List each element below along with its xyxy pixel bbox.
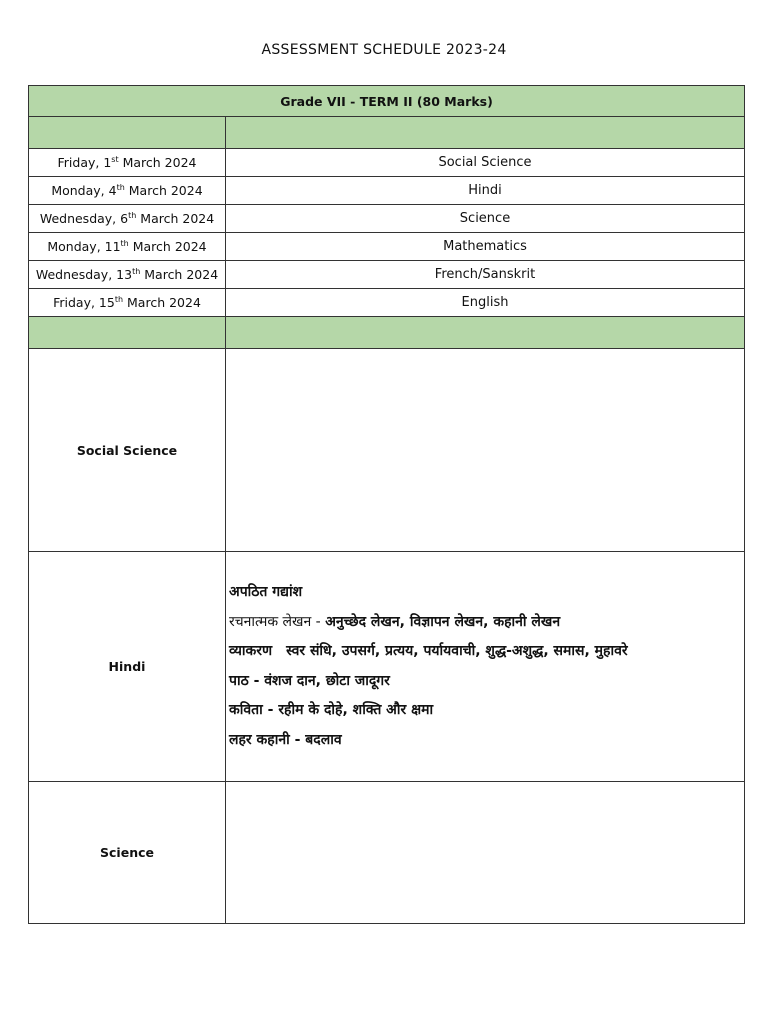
exam-date-day: Friday, 1 [57, 155, 112, 170]
exam-subject: French/Sanskrit [226, 261, 745, 289]
syllabus-line-lessons: पाठ - वंशज दान, छोटा जादूगर [229, 672, 390, 689]
exam-date [29, 177, 226, 205]
exam-date [29, 205, 226, 233]
grade-term-heading: Grade VII - TERM II (80 Marks) [29, 86, 745, 117]
exam-date-ordinal: th [114, 294, 124, 304]
document-title: ASSESSMENT SCHEDULE 2023-24 [261, 42, 507, 58]
band-cell [29, 117, 226, 149]
exam-date-day: Wednesday, 13 [35, 267, 133, 282]
exam-subject: Hindi [226, 177, 745, 205]
table-band-row [29, 317, 745, 349]
line-text: अनुच्छेद लेखन, विज्ञापन लेखन, कहानी लेखन [325, 613, 561, 630]
syllabus-subject: Science [29, 782, 226, 924]
exam-date-ordinal: th [116, 182, 125, 192]
exam-date-day: Monday, 11 [47, 239, 121, 254]
exam-date-ordinal: th [132, 266, 141, 276]
exam-date-month: March 2024 [136, 211, 215, 226]
exam-date [29, 233, 226, 261]
exam-date-month: March 2024 [140, 267, 219, 282]
table-row [29, 177, 745, 205]
band-cell [226, 117, 745, 149]
syllabus-row-hindi [29, 552, 745, 782]
band-cell [29, 317, 226, 349]
syllabus-row-science [29, 782, 745, 924]
exam-subject: English [226, 289, 745, 317]
exam-date-ordinal: th [128, 210, 137, 220]
band-cell [226, 317, 745, 349]
line-label: रचनात्मक लेखन - [229, 613, 326, 630]
exam-date-month: March 2024 [123, 295, 201, 310]
exam-subject: Mathematics [226, 233, 745, 261]
syllabus-subject: Social Science [29, 349, 226, 552]
table-row [29, 233, 745, 261]
table-row [29, 205, 745, 233]
exam-date [29, 149, 226, 177]
line-label: व्याकरण [229, 643, 273, 659]
syllabus-line-unseen-passage: अपठित गद्यांश [229, 584, 303, 600]
exam-date-day: Wednesday, 6 [39, 211, 129, 226]
syllabus-content [226, 782, 745, 924]
exam-date-day: Monday, 4 [51, 183, 117, 198]
exam-date-ordinal: st [111, 154, 119, 164]
syllabus-row-social-science [29, 349, 745, 552]
exam-date-month: March 2024 [118, 155, 197, 170]
exam-date-day: Friday, 15 [53, 295, 115, 310]
table-row [29, 261, 745, 289]
syllabus-content [226, 552, 745, 782]
exam-subject: Science [226, 205, 745, 233]
table-row [29, 289, 745, 317]
assessment-schedule-table [28, 85, 745, 924]
exam-date [29, 289, 226, 317]
exam-subject: Social Science [226, 149, 745, 177]
table-header-row [29, 86, 745, 117]
syllabus-line-creative-writing [229, 608, 744, 638]
syllabus-line-story: लहर कहानी - बदलाव [229, 731, 342, 748]
syllabus-line-grammar [229, 637, 744, 667]
table-band-row [29, 117, 745, 149]
syllabus-line-poems: कविता - रहीम के दोहे, शक्ति और क्षमा [229, 702, 434, 718]
exam-date [29, 261, 226, 289]
exam-date-month: March 2024 [128, 239, 207, 254]
line-text: स्वर संधि, उपसर्ग, प्रत्यय, पर्यायवाची, शुद्ध-अशुद्ध, समास, मुहावरे [286, 643, 628, 659]
syllabus-content [226, 349, 745, 552]
syllabus-subject: Hindi [29, 552, 226, 782]
table-row [29, 149, 745, 177]
exam-date-ordinal: th [120, 238, 129, 248]
exam-date-month: March 2024 [124, 183, 203, 198]
